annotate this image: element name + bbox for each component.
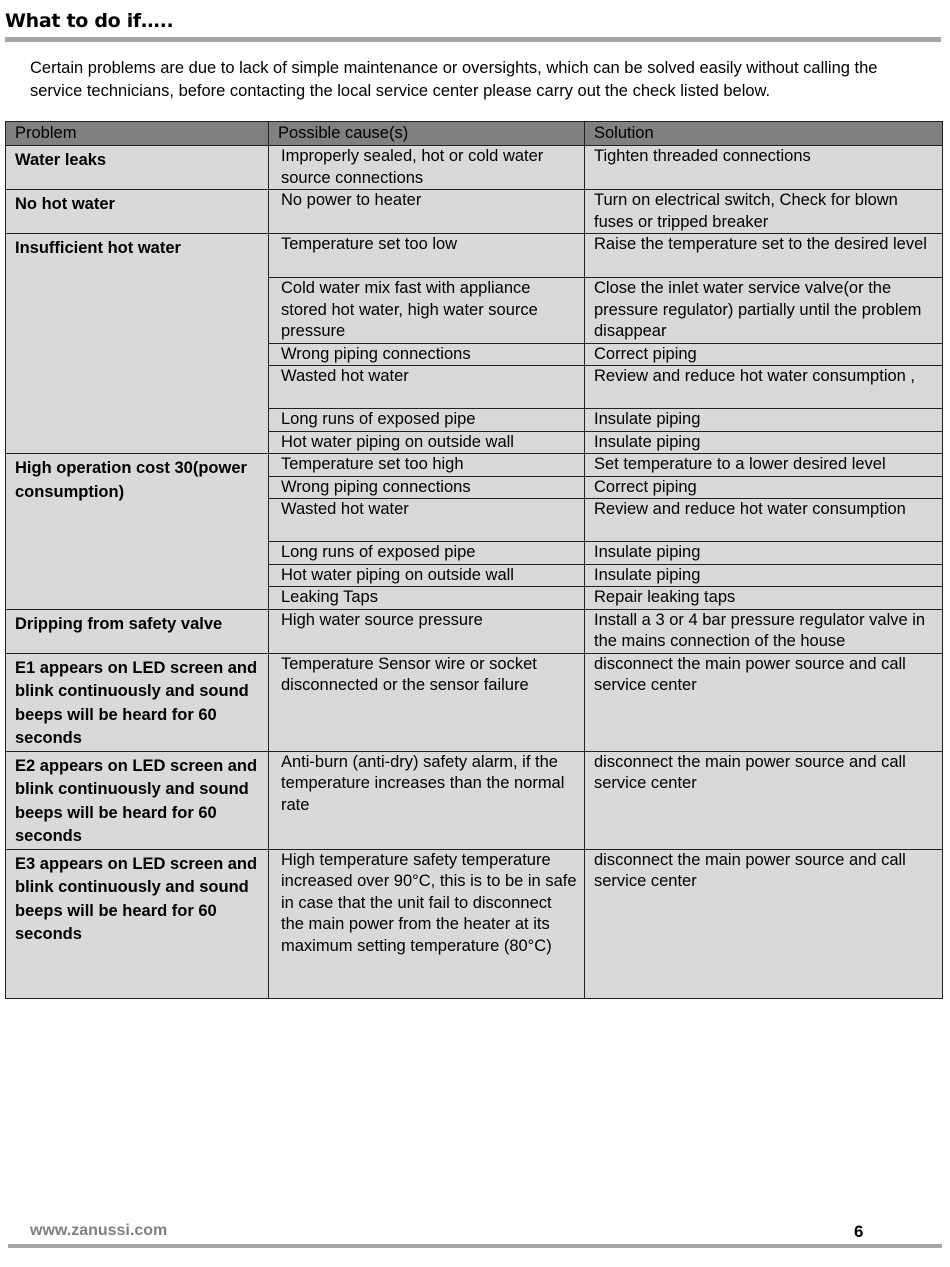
page-title: What to do if….. (5, 10, 174, 32)
problem-cell: E1 appears on LED screen and blink continuously and sound beeps will be heard for 60 seconds (6, 653, 269, 751)
cause-cell: Leaking Taps (269, 587, 585, 610)
problem-cell: Dripping from safety valve (6, 609, 269, 653)
table-body (6, 146, 943, 999)
solution-cell: Review and reduce hot water consumption (585, 499, 943, 542)
header-cause: Possible cause(s) (269, 122, 585, 146)
cause-cell: Wasted hot water (269, 366, 585, 409)
solution-cell: Tighten threaded connections (585, 146, 943, 190)
solution-cell: Insulate piping (585, 542, 943, 565)
solution-cell: disconnect the main power source and call service center (585, 849, 943, 998)
problem-cell: No hot water (6, 190, 269, 234)
cause-cell: Temperature set too high (269, 454, 585, 477)
cause-cell: Long runs of exposed pipe (269, 409, 585, 432)
table-row (6, 751, 943, 849)
solution-cell: Close the inlet water service valve(or the pressure regulator) partially until the problem disappear (585, 278, 943, 344)
cause-cell: Wrong piping connections (269, 476, 585, 499)
problem-cell: Insufficient hot water (6, 234, 269, 454)
cause-cell: Anti-burn (anti-dry) safety alarm, if the temperature increases than the normal rate (269, 751, 585, 849)
cause-cell: Temperature set too low (269, 234, 585, 278)
table-row (6, 146, 943, 190)
page-number: 6 (854, 1222, 864, 1241)
cause-cell: Hot water piping on outside wall (269, 431, 585, 454)
cause-cell: Temperature Sensor wire or socket disconnected or the sensor failure (269, 653, 585, 751)
table-row (6, 609, 943, 653)
footer-divider (8, 1244, 942, 1248)
footer-website: www.zanussi.com (30, 1222, 168, 1239)
cause-cell: High temperature safety temperature increased over 90°C, this is to be in safe in case that the unit fail to disconnect the main power from the heater at its maximum setting temperature (80°C) (269, 849, 585, 998)
problem-cell: E3 appears on LED screen and blink continuously and sound beeps will be heard for 60 seconds (6, 849, 269, 998)
header-divider (5, 37, 941, 42)
solution-cell: Turn on electrical switch, Check for blown fuses or tripped breaker (585, 190, 943, 234)
cause-cell: No power to heater (269, 190, 585, 234)
cause-cell: Wrong piping connections (269, 343, 585, 366)
table-row (6, 234, 943, 278)
solution-cell: Raise the temperature set to the desired level (585, 234, 943, 278)
solution-cell: disconnect the main power source and call service center (585, 653, 943, 751)
problem-cell: Water leaks (6, 146, 269, 190)
solution-cell: Install a 3 or 4 bar pressure regulator valve in the mains connection of the house (585, 609, 943, 653)
cause-cell: Hot water piping on outside wall (269, 564, 585, 587)
cause-cell: Wasted hot water (269, 499, 585, 542)
solution-cell: Set temperature to a lower desired level (585, 454, 943, 477)
cause-cell: Long runs of exposed pipe (269, 542, 585, 565)
table-row (6, 190, 943, 234)
table-header-row (6, 122, 943, 146)
solution-cell: Insulate piping (585, 409, 943, 432)
cause-cell: Cold water mix fast with appliance stored hot water, high water source pressure (269, 278, 585, 344)
table-row (6, 849, 943, 998)
solution-cell: Insulate piping (585, 564, 943, 587)
solution-cell: Insulate piping (585, 431, 943, 454)
problem-cell: E2 appears on LED screen and blink continuously and sound beeps will be heard for 60 seconds (6, 751, 269, 849)
cause-cell: Improperly sealed, hot or cold water source connections (269, 146, 585, 190)
solution-cell: Correct piping (585, 343, 943, 366)
cause-cell: High water source pressure (269, 609, 585, 653)
solution-cell: disconnect the main power source and call service center (585, 751, 943, 849)
table-row (6, 454, 943, 477)
troubleshooting-table (5, 121, 943, 999)
solution-cell: Correct piping (585, 476, 943, 499)
intro-paragraph: Certain problems are due to lack of simple maintenance or oversights, which can be solved easily without calling the service technicians, before contacting the local service center please carry out the check listed below. (30, 59, 878, 100)
header-problem: Problem (6, 122, 269, 146)
solution-cell: Review and reduce hot water consumption , (585, 366, 943, 409)
header-solution: Solution (585, 122, 943, 146)
solution-cell: Repair leaking taps (585, 587, 943, 610)
table-row (6, 653, 943, 751)
problem-cell: High operation cost 30(power consumption) (6, 454, 269, 610)
